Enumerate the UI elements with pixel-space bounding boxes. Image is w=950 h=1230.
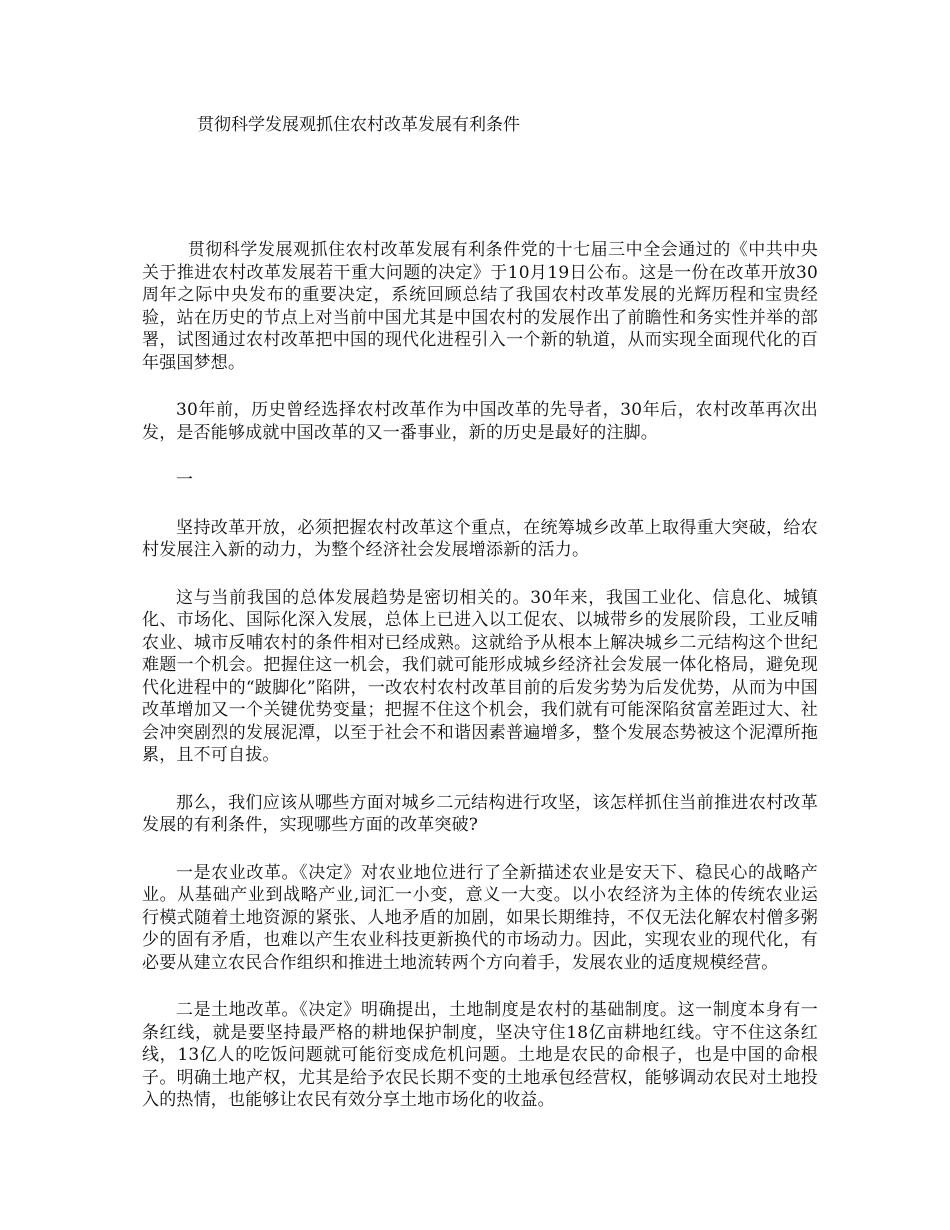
paragraph: 坚持改革开放，必须把握农村改革这个重点，在统筹城乡改革上取得重大突破，给农村发展注入新的动力，为整个经济社会发展增添新的活力。: [142, 517, 818, 560]
section-heading: 一: [176, 470, 194, 490]
paragraph: 一是农业改革。《决定》对农业地位进行了全新描述农业是安天下、稳民心的战略产业。从基础产业到战略产业,词汇一小变，意义一大变。以小农经济为主体的传统农业运行模式随着土地资源的紧张、人地矛盾的加剧，如果长期维持，不仅无法化解农村僧多粥少的固有矛盾，也难以产生农业科技更新换代的市场动力。因此，实现农业的现代化，有必要从建立农民合作组织和推进土地流转两个方向着手，发展农业的适度规模经营。: [142, 862, 818, 973]
document-title: 贯彻科学发展观抓住农村改革发展有利条件: [197, 115, 520, 135]
paragraph: 贯彻科学发展观抓住农村改革发展有利条件党的十七届三中全会通过的《中共中央关于推进农村改革发展若干重大问题的决定》于10月19日公布。这是一份在改革开放30周年之际中央发布的重要决定，系统回顾总结了我国农村改革发展的光辉历程和宝贵经验，站在历史的节点上对当前中国尤其是中国农村的发展作出了前瞻性和务实性并举的部署，试图通过农村改革把中国的现代化进程引入一个新的轨道，从而实现全面现代化的百年强国梦想。: [142, 240, 818, 373]
paragraph: 30年前，历史曾经选择农村改革作为中国改革的先导者，30年后，农村改革再次出发，是否能够成就中国改革的又一番事业，新的历史是最好的注脚。: [142, 400, 818, 443]
paragraph: 这与当前我国的总体发展趋势是密切相关的。30年来，我国工业化、信息化、城镇化、市场化、国际化深入发展，总体上已进入以工促农、以城带乡的发展阶段，工业反哺农业、城市反哺农村的条件相对已经成熟。这就给予从根本上解决城乡二元结构这个世纪难题一个机会。把握住这一机会，我们就可能形成城乡经济社会发展一体化格局，避免现代化进程中的“跛脚化”陷阱，一改农村农村改革目前的后发劣势为后发优势，从而为中国改革增加又一个关键优势变量；把握不住这个机会，我们就有可能深陷贫富差距过大、社会冲突剧烈的发展泥潭，以至于社会不和谐因素普遍增多，整个发展态势被这个泥潭所拖累，且不可自拔。: [142, 587, 818, 765]
paragraph: 二是土地改革。《决定》明确提出，土地制度是农村的基础制度。这一制度本身有一条红线，就是要坚持最严格的耕地保护制度，坚决守住18亿亩耕地红线。守不住这条红线，13亿人的吃饭问题就可能衍变成危机问题。土地是农民的命根子，也是中国的命根子。明确土地产权，尤其是给予农民长期不变的土地承包经营权，能够调动农民对土地投入的热情，也能够让农民有效分享土地市场化的收益。: [142, 1000, 818, 1110]
paragraph: 那么，我们应该从哪些方面对城乡二元结构进行攻坚，该怎样抓住当前推进农村改革发展的有利条件，实现哪些方面的改革突破?: [142, 792, 818, 835]
document-body: [142, 239, 818, 1137]
